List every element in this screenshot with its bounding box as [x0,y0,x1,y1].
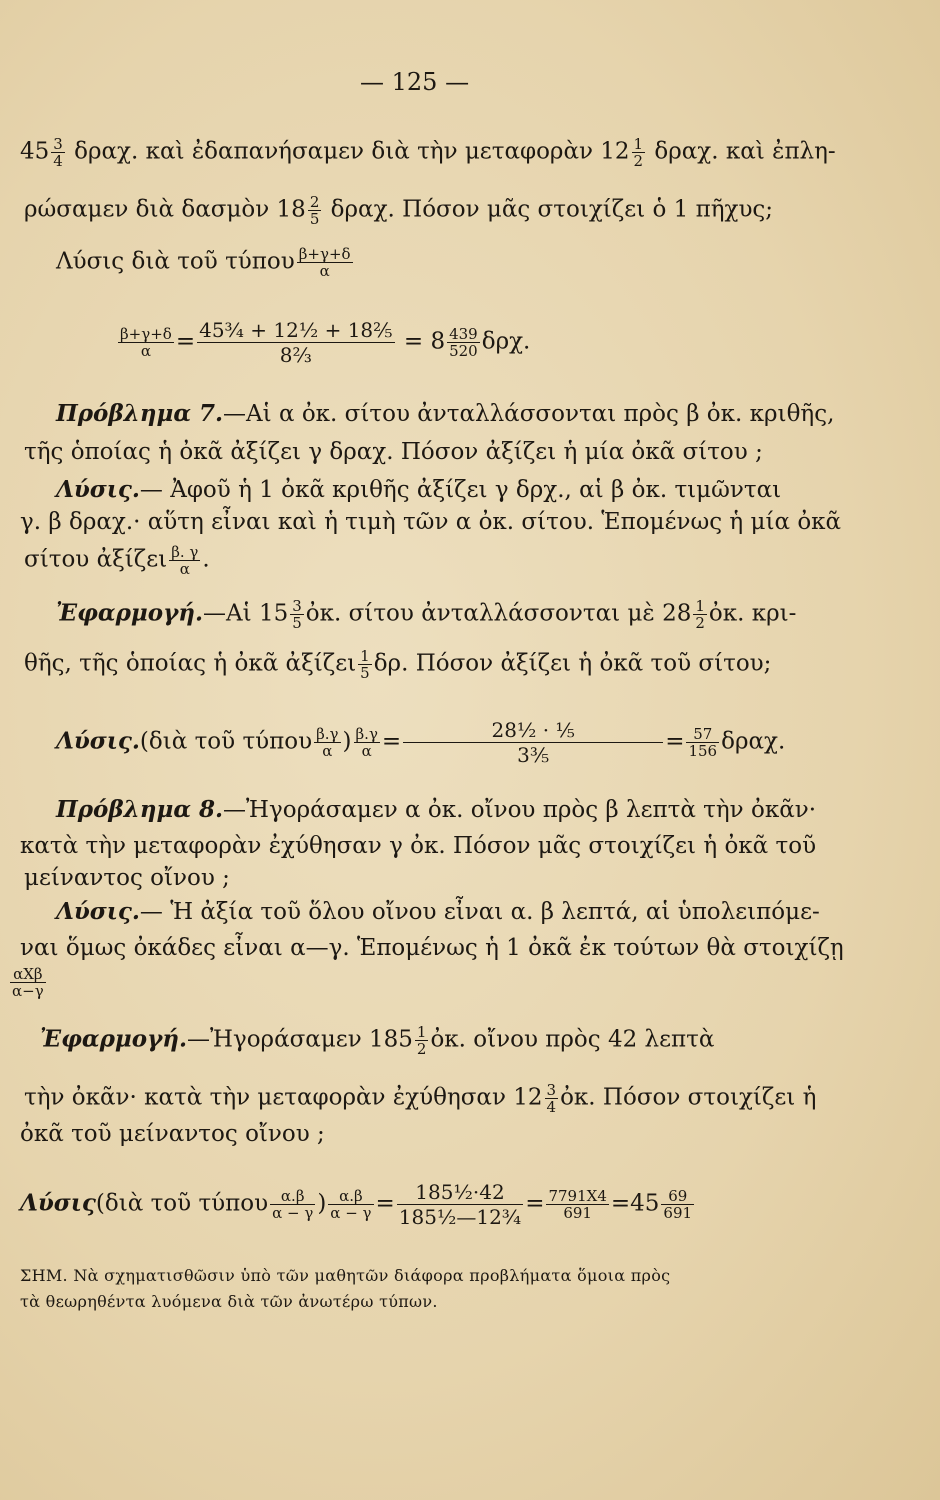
fraction: $\frac{\beta.\gamma}{\alpha}$ [316,725,339,760]
text: Λύσις διὰ τοῦ τύπου [56,248,295,275]
application1-line1: Ἐφαρμογή.—Αἱ 15 $\frac{3}{5}$ ὀκ. σίτου ἀνταλλάσσονται μὲ 28 $\frac{1}{2}$ ὀκ. κρι- [56,597,797,632]
result-fraction: $\frac{69}{691}$ [663,1187,693,1222]
result-fraction: $\frac{439}{520}$ [449,325,478,360]
problem6-line1 [20,136,836,169]
fraction: $\frac{\alpha.\beta}{\alpha - \gamma}$ [330,1187,372,1222]
fraction: $\frac{1}{2}$ [633,135,644,170]
text: δραχ. καὶ ἐπλη- [654,138,836,165]
footnote-line2: τὰ θεωρηθέντα λυόμενα διὰ τῶν ἀνωτέρω τύπων. [20,1292,438,1311]
problem7-line1: Πρόβλημα 7.—Αἱ α ὀκ. σίτου ἀνταλλάσσονται πρὸς β ὀκ. κριθῆς, [56,400,835,427]
problem7-title: Πρόβλημα 7. [56,400,224,427]
fraction: $\frac{3}{4}$ [546,1081,557,1116]
application1-line2: θῆς, τῆς ὁποίας ἡ ὀκᾶ ἀξίζει $\frac{1}{5}$ δρ. Πόσον ἀξίζει ἡ ὀκᾶ τοῦ σίτου; [24,647,772,682]
fraction: $\frac{3}{4}$ [53,135,63,170]
result-fraction: $\frac{57}{156}$ [688,725,718,760]
solution-fraction: $\frac{\text{185½·42}}{\text{185½—12¾}}$ [398,1180,522,1229]
text: δραχ. Πόσον μᾶς στοιχίζει ὁ 1 πῆχυς; [330,196,774,223]
problem7-line5: σίτου ἀξίζει $\frac{\beta. \gamma}{\alpha}$ . [24,543,210,578]
problem7-line2: τῆς ὁποίας ἡ ὀκᾶ ἀξίζει γ δραχ. Πόσον ἀξίζει ἡ μία ὀκᾶ σίτου ; [24,439,763,465]
text: 45 [20,138,50,165]
application2-line2: τὴν ὀκᾶν· κατὰ τὴν μεταφορὰν ἐχύθησαν 12 $\frac{3}{4}$ ὀκ. Πόσον στοιχίζει ἡ [24,1081,817,1116]
application-title: Ἐφαρμογή. [56,599,203,627]
footnote-line1: ΣΗΜ. Νὰ σχηματισθῶσιν ὑπὸ τῶν μαθητῶν διάφορα προβλήματα ὅμοια πρὸς [20,1266,671,1285]
application2-line1: Ἐφαρμογή.—Ἠγοράσαμεν 185 $\frac{1}{2}$ ὀκ. οἴνου πρὸς 42 λεπτὰ [40,1023,715,1058]
solution-fraction: $\frac{\text{28½ · ⅕}}{\text{3⅗}}$ [403,718,663,767]
sum-fraction: $\frac{\text{45¾ + 12½ + 18⅖}}{\text{8⅔}}$ [199,318,393,367]
problem8-line6 [8,966,48,999]
solution-formula-line [56,246,355,279]
solution-label: Λύσις. [56,727,140,755]
problem7-line4: γ. β δραχ.· αὕτη εἶναι καὶ ἡ τιμὴ τῶν α ὀκ. σίτου. Ἑπομένως ἡ μία ὀκᾶ [20,509,842,535]
fraction: $\frac{\beta.\gamma}{\alpha}$ [355,725,378,760]
problem8-line4: Λύσις.— Ἡ ἀξία τοῦ ὅλου οἴνου εἶναι α. β λεπτά, αἱ ὑπολειπόμε- [56,898,820,925]
fraction: $\frac{3}{5}$ [292,597,302,632]
fraction: $\frac{1}{5}$ [360,647,370,682]
solution-label: Λύσις. [56,476,140,503]
problem7-line3: Λύσις.— Ἀφοῦ ἡ 1 ὀκᾶ κριθῆς ἀξίζει γ δρχ., αἱ β ὀκ. τιμῶνται [56,476,782,503]
fraction: $\frac{\alpha.\beta}{\alpha - \gamma}$ [272,1187,314,1222]
problem8-line5: ναι ὅμως ὀκάδες εἶναι α—γ. Ἑπομένως ἡ 1 ὀκᾶ ἐκ τούτων θὰ στοιχίζῃ [20,935,844,961]
equation-line: $\frac{\beta+\gamma+\delta}{\alpha}$ = $\frac{\text{45¾ + 12½ + 18⅖}}{\text{8⅔}}$ = 8 $\frac{439}{520}$ δρχ. [120,318,531,367]
fraction: $\frac{\text{αΧβ}}{\alpha-\gamma}$ [12,965,44,1000]
application-title: Ἐφαρμογή. [40,1025,187,1053]
fraction: $\frac{1}{2}$ [695,597,705,632]
text: ρώσαμεν διὰ δασμὸν 18 [24,196,306,223]
problem6-line2 [24,194,773,227]
application1-solution: Λύσις.(διὰ τοῦ τύπου $\frac{\beta.\gamma}{\alpha}$ ) $\frac{\beta.\gamma}{\alpha}$ = $\frac{\text{28½ · ⅕}}{\text{3⅗}}$ = $\frac{57}{156}$ δραχ. [56,718,786,767]
solution-label: Λύσις [20,1189,96,1217]
application2-line3: ὀκᾶ τοῦ μείναντος οἴνου ; [20,1121,325,1147]
problem8-line2: κατὰ τὴν μεταφορὰν ἐχύθησαν γ ὀκ. Πόσον μᾶς στοιχίζει ἡ ὀκᾶ τοῦ [20,833,817,859]
problem8-line1: Πρόβλημα 8.—Ἠγοράσαμεν α ὀκ. οἴνου πρὸς β λεπτὰ τὴν ὀκᾶν· [56,796,817,823]
result-fraction: $\frac{7791X4}{691}$ [548,1187,607,1222]
problem8-line3: μείναντος οἴνου ; [24,865,230,891]
lhs-fraction: $\frac{\beta+\gamma+\delta}{\alpha}$ [120,325,172,360]
formula-fraction: $\frac{\beta+\gamma+\delta}{\alpha}$ [298,245,351,280]
fraction: $\frac{1}{2}$ [416,1023,427,1058]
problem8-title: Πρόβλημα 8. [56,796,224,823]
page-number: — 125 — [360,68,470,96]
fraction: $\frac{2}{5}$ [309,193,320,228]
solution-label: Λύσις. [56,898,140,925]
application2-solution: Λύσις(διὰ τοῦ τύπου $\frac{\alpha.\beta}{\alpha - \gamma}$ ) $\frac{\alpha.\beta}{\alpha - \gamma}$ = $\frac{\text{185½·42}}{\text{185½—12¾}}$ = $\frac{7791X4}{691}$ =45 $\frac{69}{691}$ [20,1180,693,1229]
fraction: $\frac{\beta. \gamma}{\alpha}$ [171,543,199,578]
text: δραχ. καὶ ἐδαπανήσαμεν διὰ τὴν μεταφορὰν 12 [74,138,630,165]
